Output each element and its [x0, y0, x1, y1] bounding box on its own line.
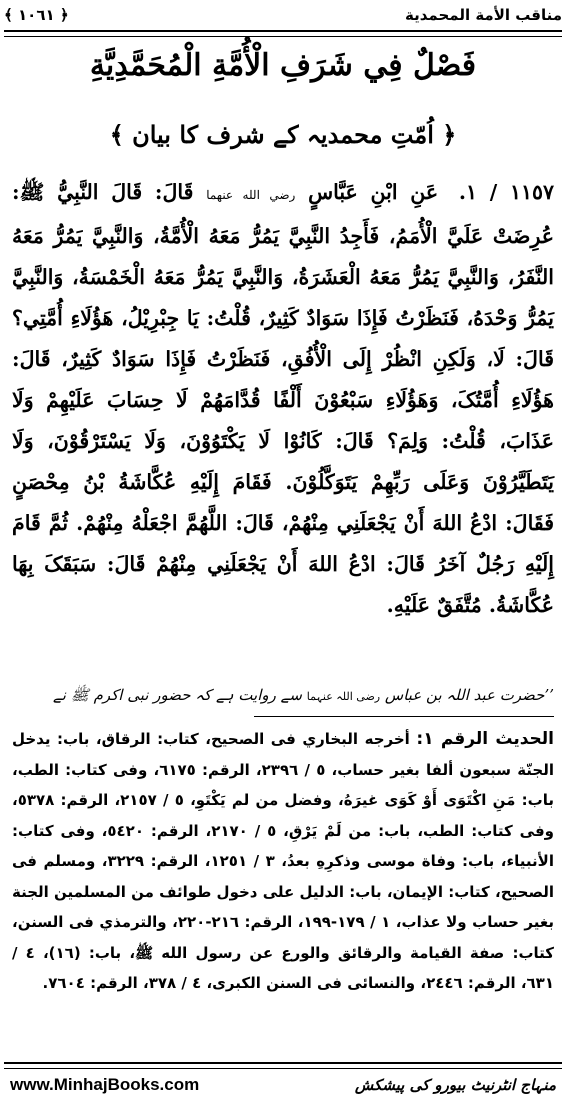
translation-end: نے — [52, 686, 66, 704]
header-rule — [4, 30, 562, 37]
hadith-body: : عُرِضَتْ عَلَيَّ الْأُمَمُ، فَأَجِدُ النَّبِيَّ يَمُرُّ مَعَهُ الْأُمَّةُ، وَالنَّبِيَّ يَمُرُّ مَعَهُ النَّفَرُ، وَالنَّبِيَّ يَمُرُّ مَعَهُ الْعَشَرَةُ، وَالنَّبِيَّ يَمُرُّ مَعَهُ الْخَمْسَةُ، وَالنَّبِيَّ يَمُرُّ وَحْدَهُ، فَنَظَرْتُ فَإِذَا سَوَادٌ كَثِيرٌ، قُلْتُ: يَا جِبْرِيْلُ، هَؤُلَاءِ أُمَّتِي؟ قَالَ: لَا، وَلَكِنِ انْظُرْ إِلَى الْأُفُقِ، فَنَظَرْتُ فَإِذَا سَوَادٌ كَثِيرٌ، قَالَ: هَؤُلَاءِ أُمَّتُکَ، وَهَؤُلَاءِ سَبْعُوْنَ أَلْفًا قُدَّامَهُمْ لَا حِسَابَ عَلَيْهِمْ وَلَا عَذَابَ، قُلْتُ: وَلِمَ؟ قَالَ: كَانُوْا لَا يَكْتَوُوْنَ، وَلَا يَسْتَرْقُوْنَ، وَلَا يَتَطَيَّرُوْنَ وَعَلَى رَبِّهِمْ يَتَوَكَّلُوْنَ. فَقَامَ إِلَيْهِ عُكَّاشَةُ بْنُ مِحْصَنٍ فَقَالَ: ادْعُ اللهَ أَنْ يَجْعَلَنِي مِنْهُمْ، قَالَ: اللَّهُمَّ اجْعَلْهُ مِنْهُمْ. ثُمَّ قَامَ إِلَيْهِ رَجُلٌ آخَرُ قَالَ: ادْعُ اللهَ أَنْ يَجْعَلَنِي مِنْهُمْ قَالَ: سَبَقَکَ بِهَا عُكَّاشَةُ. مُتَّفَقٌ عَلَيْهِ. — [12, 180, 554, 617]
footer-credit: منہاج انٹرنیٹ بیورو کی پیشکش — [354, 1076, 556, 1094]
hadith-said: قَالَ: قَالَ النَّبِيُّ — [57, 180, 194, 204]
footnote-rule — [254, 716, 554, 717]
footnote-text: أخرجه البخاري فى الصحيح، كتاب: الرقاق، باب: يدخل الجنّة سبعون ألفا بغير حساب، ٥ / ٢٣٩٦، الرقم: ٦١٧٥، وفى كتاب: الطب، باب: مَنِ اكْتَوَى أَوْ كَوَى غيرَهُ، وفضل من لم يَكْتَوِ، ٥ / ٢١٥٧، الرقم: ٥٣٧٨، وفى كتاب: الطب، باب: من لَمْ يَرْقِ، ٥ / ٢١٧٠، الرقم: ٥٤٢٠، وفى كتاب: الأنبياء، باب: وفاة موسى وذكرِهِ بعدُ، ٣ / ١٢٥١، الرقم: ٣٢٢٩، ومسلم فى الصحيح، كتاب: الإيمان، باب: الدليل على دخول طوائف من المسلمين الجنة بغير حساب ولا عذاب، ١ / ١٧٩-١٩٩، الرقم: ٢١٦-٢٢٠، والترمذي فى السنن، كتاب: صفة القيامة والرقائق والورع عن رسول الله ﷺ، باب: (١٦)، ٤ / ٦٣١، الرقم: ٢٤٤٦، والنسائى فى السنن الكبرى، ٤ / ٣٧٨، الرقم: ٧٦٠٤. — [12, 730, 555, 992]
chapter-title: فَصْلٌ فِي شَرَفِ الْأُمَّةِ الْمُحَمَّدِيَّةِ — [89, 48, 477, 83]
footnote-heading: الحديث الرقم ١: — [416, 729, 554, 749]
translation-middle: سے روایت ہے کہ حضور نبی اکرم — [93, 686, 302, 704]
page-number: ﴿ ١٠٦١ ﴾ — [4, 6, 69, 24]
translation-start: ’’حضرت عبد اللہ بن عباس — [384, 686, 554, 704]
chapter-subtitle-urdu: ﴿ اُمّتِ محمدیہ کے شرف کا بیان ﴾ — [109, 120, 457, 149]
salutation-glyph: ﷺ — [19, 180, 45, 204]
translation-honorific: رضی اللہ عنہما — [306, 690, 381, 703]
narrator-honorific: رضي الله عنهما — [206, 188, 296, 202]
footnote — [12, 724, 554, 999]
footer-rule — [4, 1062, 562, 1069]
page-header — [4, 2, 562, 28]
translation-salutation: ﷺ — [70, 686, 89, 704]
footer-url-link[interactable]: www.MinhajBooks.com — [10, 1075, 200, 1094]
hadith-narrator: عَنِ ابْنِ عَبَّاسٍ — [308, 180, 439, 204]
page-footer — [10, 1072, 556, 1098]
urdu-translation — [12, 686, 554, 708]
hadith-number: ١١٥٧ / ١. — [458, 180, 555, 204]
running-title: مناقب الأمة المحمدية — [405, 6, 562, 24]
hadith-text — [12, 172, 554, 626]
